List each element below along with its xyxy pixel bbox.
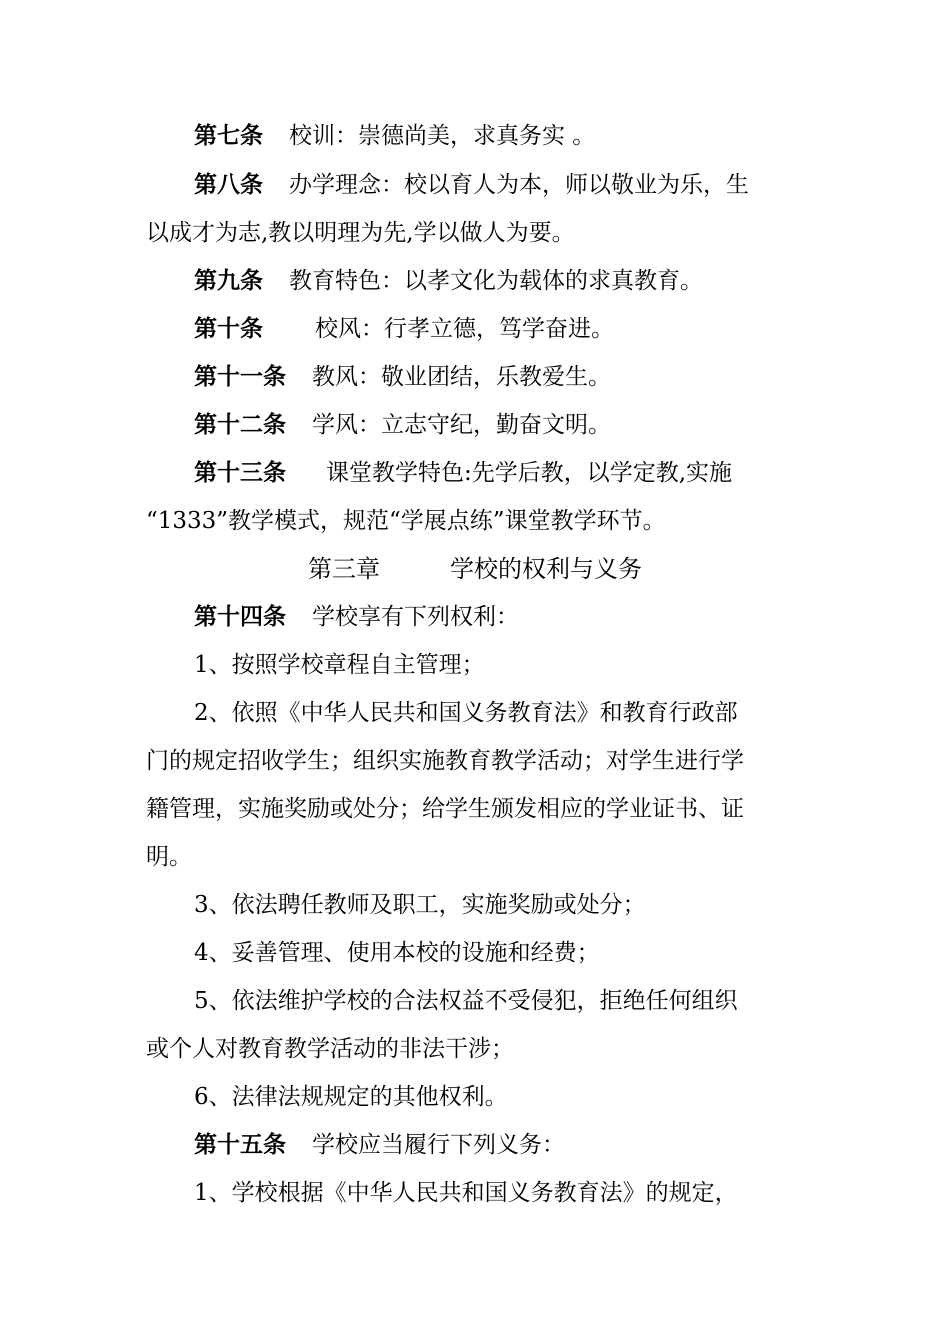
chapter-heading: [0, 554, 950, 584]
right-item-3: 3、依法聘任教师及职工，实施奖励或处分；: [194, 892, 646, 918]
article-13-continued: “1333”教学模式，规范“学展点练”课堂教学环节。: [146, 508, 666, 534]
article-13: [194, 458, 732, 488]
article-number: 第十五条: [194, 1132, 286, 1158]
right-item-5-line-2: 或个人对教育教学活动的非法干涉；: [146, 1036, 514, 1062]
article-number: 第七条: [194, 123, 263, 149]
article-text: 校训：崇德尚美，求真务实 。: [289, 123, 596, 149]
article-11: [194, 362, 611, 392]
right-item-2: 2、依照《中华人民共和国义务教育法》和教育行政部: [194, 700, 738, 726]
article-15: [194, 1130, 565, 1160]
article-text: 课堂教学特色:先学后教，以学定教,实施: [326, 460, 733, 486]
article-number: 第八条: [194, 172, 263, 198]
right-item-2-line-2: 门的规定招收学生；组织实施教育教学活动；对学生进行学: [146, 748, 744, 774]
article-text: 学校应当履行下列义务：: [312, 1132, 565, 1158]
article-number: 第十条: [194, 316, 263, 342]
right-item-4: 4、妥善管理、使用本校的设施和经费；: [194, 940, 600, 966]
article-10: [194, 314, 614, 344]
right-item-1: 1、按照学校章程自主管理；: [194, 652, 485, 678]
article-8: [194, 170, 749, 200]
article-9: [194, 266, 703, 296]
chapter-number: 第三章: [308, 555, 380, 583]
right-item-5: 5、依法维护学校的合法权益不受侵犯，拒绝任何组织: [194, 988, 738, 1014]
article-7: [194, 121, 595, 151]
article-number: 第九条: [194, 268, 263, 294]
right-item-2-line-3: 籍管理，实施奖励或处分；给学生颁发相应的学业证书、证: [146, 796, 744, 822]
article-number: 第十一条: [194, 364, 286, 390]
chapter-title: 学校的权利与义务: [450, 555, 642, 583]
right-item-6: 6、法律法规规定的其他权利。: [194, 1084, 508, 1110]
article-text: 学校享有下列权利：: [312, 604, 519, 630]
article-number: 第十四条: [194, 604, 286, 630]
right-item-2-line-4: 明。: [146, 844, 192, 870]
duty-item-1: 1、学校根据《中华人民共和国义务教育法》的规定，: [194, 1180, 738, 1206]
article-text: 教风：敬业团结，乐教爱生。: [312, 364, 611, 390]
article-number: 第十三条: [194, 460, 286, 486]
article-12: [194, 410, 611, 440]
article-8-continued: 以成才为志,教以明理为先,学以做人为要。: [146, 220, 575, 246]
article-14: [194, 602, 519, 632]
article-text: 学风：立志守纪，勤奋文明。: [312, 412, 611, 438]
article-text: 办学理念：校以育人为本，师以敬业为乐，生: [289, 172, 749, 198]
article-text: 校风：行孝立德，笃学奋进。: [315, 316, 614, 342]
article-number: 第十二条: [194, 412, 286, 438]
article-text: 教育特色：以孝文化为载体的求真教育。: [289, 268, 703, 294]
